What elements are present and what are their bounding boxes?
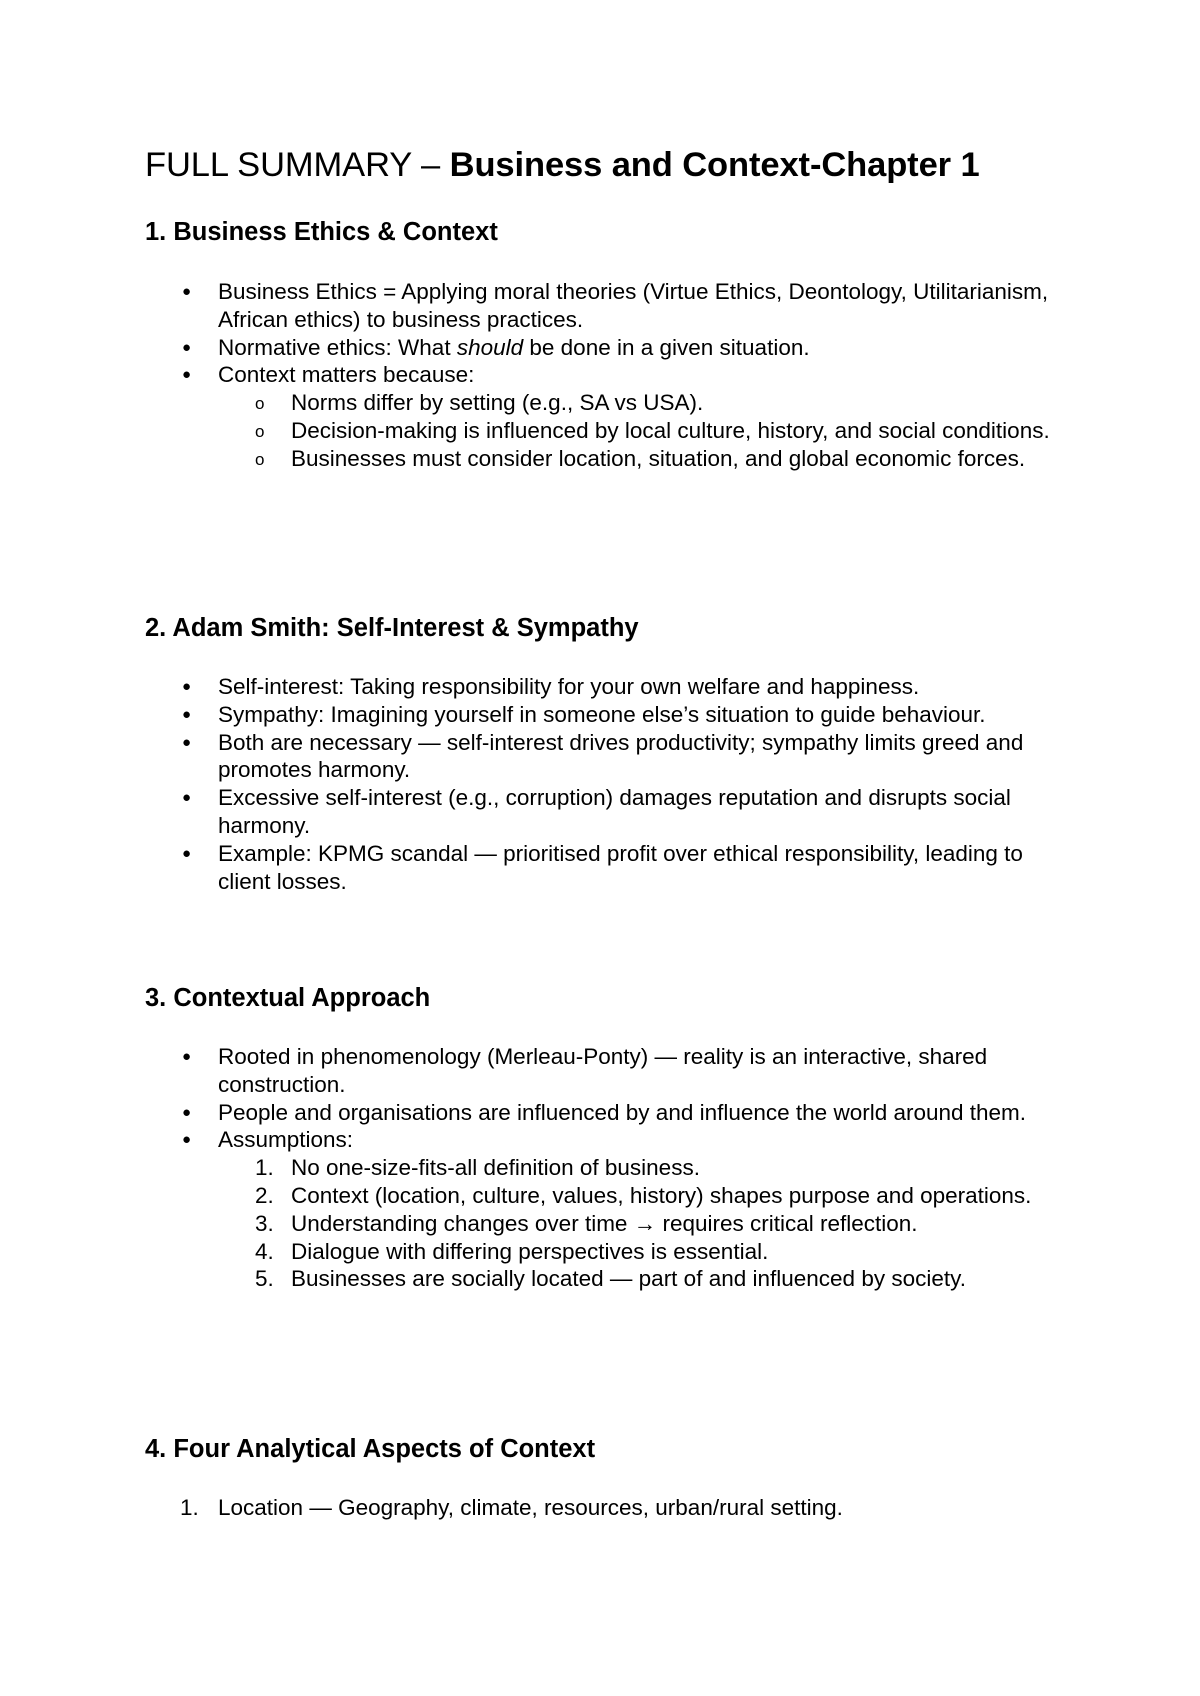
- sub-list-item: o Norms differ by setting (e.g., SA vs USA).: [255, 390, 704, 416]
- list-item: ● People and organisations are influenced by and influence the world around them.: [182, 1099, 1027, 1125]
- bullet-list: [145, 673, 1065, 895]
- section-heading: 1. Business Ethics & Context: [145, 218, 498, 246]
- numbered-sub-item: 1. No one-size-fits-all definition of business.: [255, 1155, 700, 1181]
- list-item: ● Sympathy: Imagining yourself in someone else’s situation to guide behaviour.: [182, 701, 986, 727]
- list-item: ● Both are necessary — self-interest drives productivity; sympathy limits greed and promotes harmony.: [182, 729, 1024, 783]
- section-heading: 2. Adam Smith: Self-Interest & Sympathy: [145, 614, 639, 642]
- numbered-list: [145, 1494, 1065, 1522]
- bullet-list: [145, 278, 1065, 473]
- numbered-sub-item: 4. Dialogue with differing perspectives is essential.: [255, 1238, 769, 1264]
- document-title: FULL SUMMARY – Business and Context-Chapter 1: [145, 146, 980, 184]
- numbered-sub-item: 5. Businesses are socially located — part of and influenced by society.: [255, 1266, 966, 1292]
- list-item: ● Example: KPMG scandal — prioritised profit over ethical responsibility, leading to client losses.: [182, 840, 1023, 894]
- section-heading: 4. Four Analytical Aspects of Context: [145, 1435, 596, 1463]
- bullet-list: [145, 1043, 1065, 1293]
- numbered-sub-item: 3. Understanding changes over time → requires critical reflection.: [255, 1210, 918, 1236]
- sub-list-item: o Businesses must consider location, situation, and global economic forces.: [255, 445, 1026, 471]
- section-heading: 3. Contextual Approach: [145, 984, 431, 1012]
- list-item: ● Business Ethics = Applying moral theories (Virtue Ethics, Deontology, Utilitarianism, African ethics) to business practices.: [182, 279, 1049, 332]
- list-item: ● Excessive self-interest (e.g., corruption) damages reputation and disrupts social harmony.: [182, 785, 1011, 838]
- numbered-item: 1. Location — Geography, climate, resources, urban/rural setting.: [180, 1495, 843, 1520]
- list-item: ● Normative ethics: What should be done in a given situation.: [182, 334, 810, 360]
- sub-list-item: o Decision-making is influenced by local culture, history, and social conditions.: [255, 417, 1050, 443]
- list-item: ● Rooted in phenomenology (Merleau-Ponty) — reality is an interactive, shared construction.: [182, 1044, 988, 1097]
- list-item: ● Self-interest: Taking responsibility for your own welfare and happiness.: [182, 674, 920, 699]
- list-item: ● Context matters because:: [182, 362, 475, 388]
- numbered-sub-item: 2. Context (location, culture, values, history) shapes purpose and operations.: [255, 1182, 1032, 1208]
- list-item: ● Assumptions:: [182, 1127, 354, 1153]
